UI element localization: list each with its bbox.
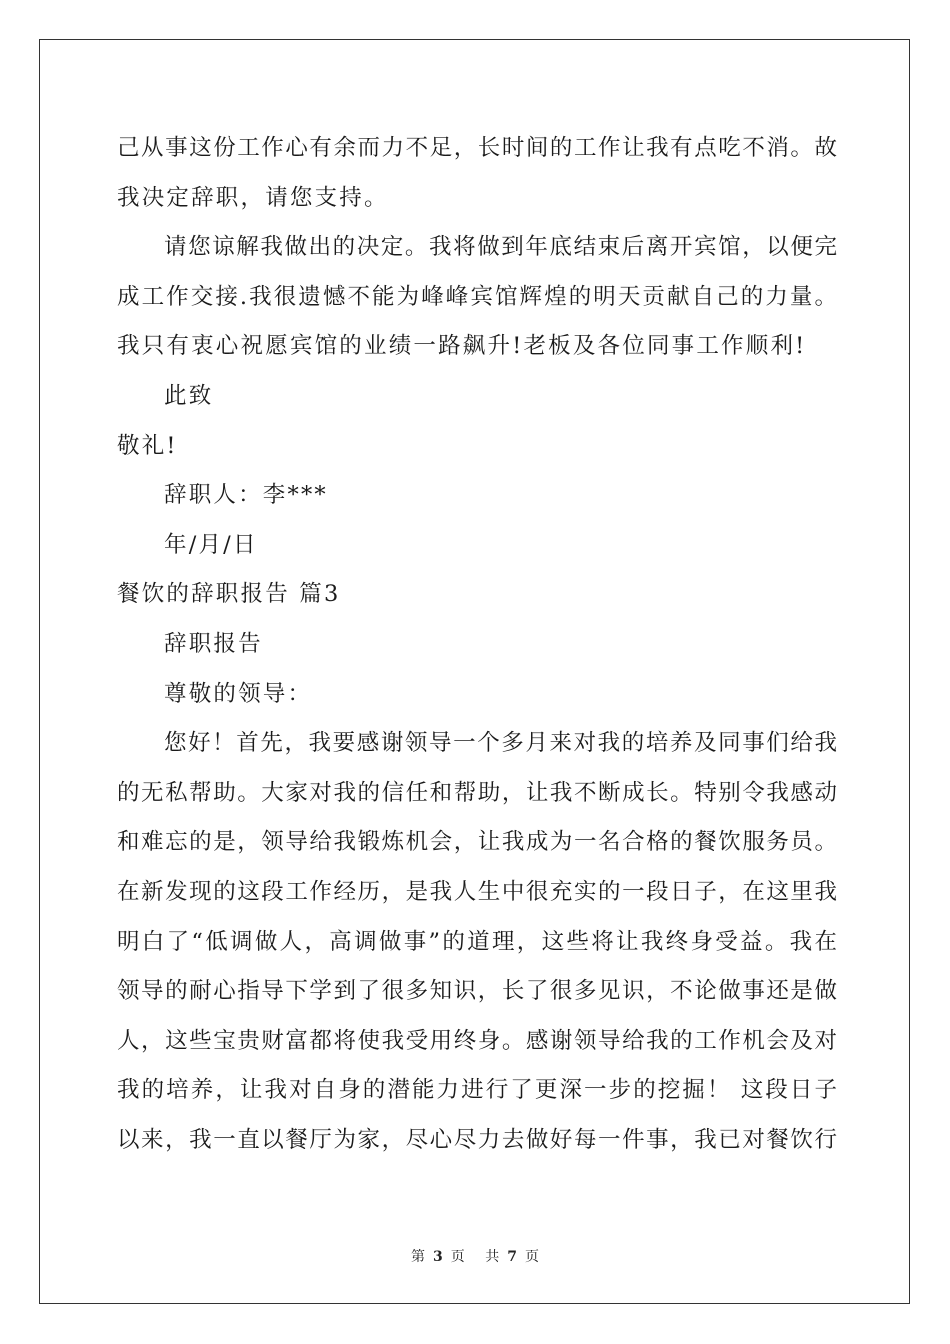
total-suffix: 页 [524, 1249, 539, 1265]
text-line: 以来，我一直以餐厅为家，尽心尽力去做好每一件事，我已对餐饮行 [117, 1126, 837, 1153]
text-line: 己从事这份工作心有余而力不足，长时间的工作让我有点吃不消。故 [117, 135, 837, 161]
text-line: 的无私帮助。大家对我的信任和帮助，让我不断成长。特别令我感动 [117, 779, 837, 806]
letter-title: 辞职报告 [164, 630, 263, 657]
text-line: 在新发现的这段工作经历，是我人生中很充实的一段日子，在这里我 [117, 878, 837, 905]
document-body [117, 124, 837, 1165]
text-line: 我只有衷心祝愿宾馆的业绩一路飙升!老板及各位同事工作顺利! [117, 333, 807, 360]
page-suffix: 页 [450, 1249, 465, 1265]
section-heading: 餐饮的辞职报告 篇3 [117, 581, 341, 608]
text-line: 明白了“低调做人，高调做事”的道理，这些将让我终身受益。我在 [117, 928, 837, 955]
closing-respect: 敬礼! [117, 432, 178, 459]
signature-line: 辞职人：李*** [164, 482, 328, 509]
page-footer [0, 1246, 950, 1266]
text-line: 人，这些宝贵财富都将使我受用终身。感谢领导给我的工作机会及对 [117, 1027, 837, 1054]
letter-greeting: 尊敬的领导： [164, 680, 313, 707]
page-number [407, 1249, 469, 1265]
text-line: 我决定辞职，请您支持。 [117, 184, 389, 211]
text-line: 领导的耐心指导下学到了很多知识，长了很多见识，不论做事还是做 [117, 978, 837, 1005]
date-line: 年/月/日 [164, 531, 258, 558]
text-line: 成工作交接.我很遗憾不能为峰峰宾馆辉煌的明天贡献自己的力量。 [117, 283, 837, 310]
total-count: 7 [507, 1249, 517, 1265]
total-prefix: 共 [485, 1249, 500, 1265]
page-total [481, 1249, 543, 1265]
page-current: 3 [433, 1249, 443, 1265]
text-line: 请您谅解我做出的决定。我将做到年底结束后离开宾馆，以便完 [164, 234, 837, 261]
text-line: 我的培养，让我对自身的潜能力进行了更深一步的挖掘！ 这段日子 [117, 1077, 837, 1104]
text-line: 您好！首先，我要感谢领导一个多月来对我的培养及同事们给我 [164, 730, 837, 757]
page-prefix: 第 [411, 1249, 426, 1265]
closing-salutation: 此致 [164, 382, 214, 409]
text-line: 和难忘的是，领导给我锻炼机会，让我成为一名合格的餐饮服务员。 [117, 829, 837, 856]
